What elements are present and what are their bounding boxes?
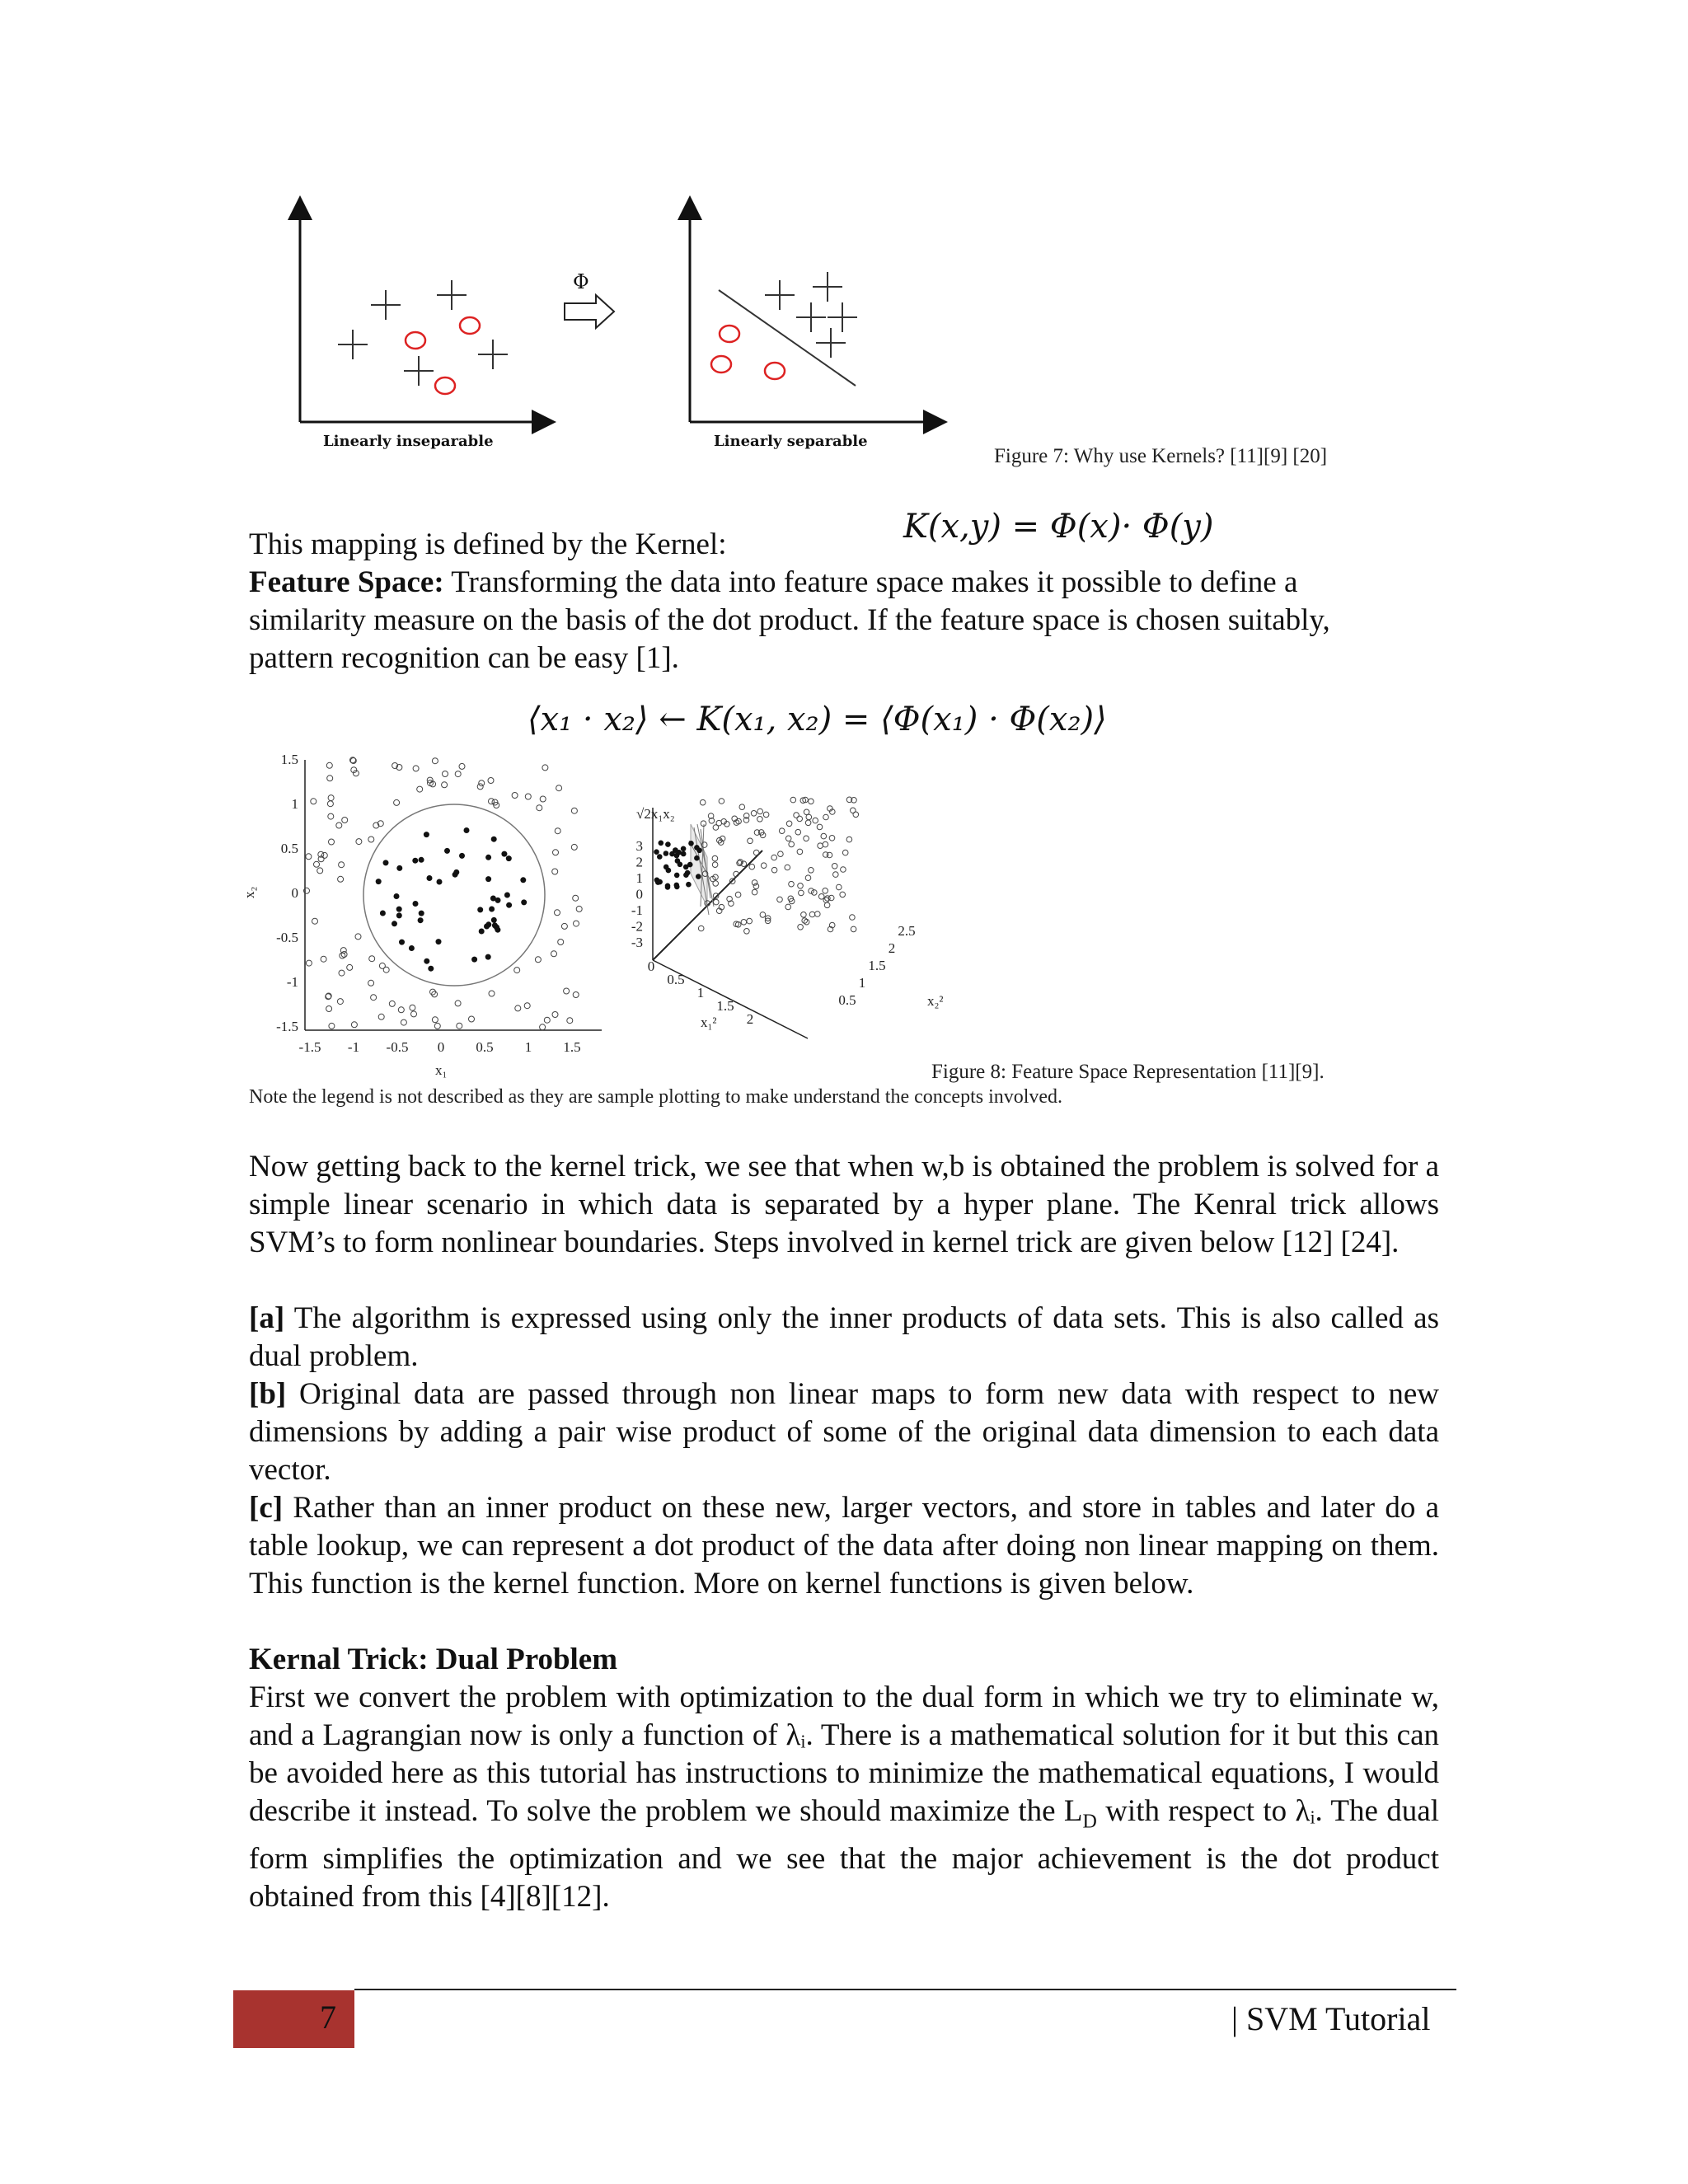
outer-class-point: [716, 820, 722, 826]
outer-class-point: [805, 875, 811, 881]
outer-class-point: [805, 820, 811, 826]
figure-8-caption: Figure 8: Feature Space Representation [11][9].: [931, 1061, 1325, 1083]
left-plot-x-tick: -0.5: [386, 1039, 409, 1055]
outer-class-point: [757, 817, 763, 823]
outer-class-point: [823, 898, 829, 903]
inner-class-point: [419, 857, 424, 863]
right-circle-markers: [711, 326, 785, 379]
kernel-trick-paragraph: Now getting back to the kernel trick, we see that when w,b is obtained the problem is solved for a simple linear scenario in which data is separated by a hyper plane. The Kenral trick allows SVM’s to form nonlinear boundaries. Steps involved in kernel trick are given below [12] [24].: [249, 1150, 1439, 1259]
inner-class-point: [394, 893, 400, 899]
outer-class-point: [488, 778, 494, 784]
inner-class-point: [436, 939, 442, 944]
outer-class-point: [833, 872, 839, 878]
outer-class-point: [753, 850, 759, 855]
outer-class-point: [786, 821, 792, 827]
outer-class-point: [455, 1001, 461, 1006]
outer-class-point: [443, 771, 448, 777]
outer-class-point: [558, 940, 564, 945]
left-plot-x-tick: -1.5: [298, 1039, 321, 1055]
outer-class-point: [771, 855, 777, 860]
outer-class-point: [413, 766, 419, 771]
outer-class-point: [794, 813, 799, 818]
outer-class-point: [823, 888, 828, 894]
inner-class-point: [506, 855, 512, 861]
step-c-label: [c]: [249, 1491, 284, 1525]
feature-space-line-2: similarity measure on the basis of the dot product. If the feature space is chosen suitably,: [249, 603, 1330, 637]
outer-class-point: [842, 850, 848, 855]
outer-class-point: [457, 1023, 462, 1029]
inner-class-point: [657, 854, 663, 860]
inner-class-point: [437, 879, 443, 885]
outer-class-point: [314, 861, 320, 867]
outer-class-point: [394, 799, 400, 805]
inner-class-point: [479, 929, 485, 935]
outer-class-point: [850, 915, 856, 921]
outer-class-point: [832, 864, 837, 869]
inner-class-point: [657, 879, 663, 885]
inner-class-point: [376, 879, 382, 884]
outer-class-point: [379, 963, 385, 968]
inner-class-point: [686, 882, 692, 888]
outer-class-point: [368, 837, 374, 842]
outer-class-point: [763, 812, 769, 818]
inner-class-point: [485, 855, 491, 860]
outer-class-point: [739, 804, 745, 810]
inner-class-point: [418, 917, 424, 923]
outer-class-point: [542, 765, 548, 771]
inner-class-point: [521, 899, 527, 905]
outer-class-point: [512, 793, 518, 799]
outer-class-point: [537, 805, 542, 811]
outer-class-point: [489, 991, 495, 996]
inner-class-point: [674, 884, 680, 890]
outer-class-point: [809, 799, 814, 804]
right-plus-markers: [765, 272, 857, 358]
inner-class-point: [485, 876, 491, 882]
outer-class-point: [752, 889, 757, 895]
linearly-separable-label: Linearly separable: [714, 433, 868, 450]
inner-class-point: [681, 846, 687, 852]
outer-class-point: [469, 1016, 475, 1022]
outer-class-point: [326, 762, 332, 768]
inner-class-point: [663, 865, 669, 870]
decision-circle: [363, 804, 545, 986]
outer-class-point: [761, 863, 767, 869]
outer-class-point: [368, 980, 374, 986]
outer-class-point: [785, 865, 790, 870]
outer-class-point: [815, 912, 821, 917]
inner-class-point: [383, 860, 389, 865]
outer-class-point: [317, 868, 323, 874]
inner-class-point: [504, 893, 510, 898]
inner-class-point: [459, 853, 465, 859]
outer-class-point: [327, 776, 333, 781]
left-plot-x-tick: 1.5: [563, 1039, 581, 1055]
footer-rule: [354, 1989, 1456, 1990]
outer-class-point: [713, 881, 719, 887]
step-c-paragraph: [c] Rather than an inner product on these new, larger vectors, and store in tables and later do a table lookup, we can represent a dot product of the data after doing non linear mapping on them. This function is the kernel function. More on kernel functions is given below.: [249, 1491, 1439, 1601]
kernel-mapping-text: This mapping is defined by the Kernel:: [249, 527, 727, 561]
inner-class-point: [520, 877, 526, 883]
left-plot-x-tick: 0.5: [476, 1039, 494, 1055]
outer-class-point: [760, 912, 766, 918]
outer-class-point: [778, 851, 784, 857]
outer-class-point: [326, 1006, 332, 1012]
outer-class-point: [369, 956, 375, 962]
outer-class-point: [321, 852, 327, 858]
inner-class-point: [424, 832, 429, 837]
right-plot-z-label: √2x₁x₂: [636, 806, 675, 822]
outer-class-point: [777, 897, 783, 902]
outer-class-point: [795, 829, 801, 835]
outer-class-point: [779, 828, 785, 834]
inner-class-point: [380, 911, 386, 916]
outer-class-point: [432, 758, 438, 764]
inner-class-point: [663, 851, 669, 856]
outer-class-point: [553, 850, 559, 855]
kernel-equation: K(x,y) = Φ(x)· Φ(y): [903, 508, 1214, 546]
outer-class-point: [804, 809, 809, 815]
inner-class-point: [413, 901, 419, 907]
inner-class-point: [696, 874, 701, 879]
outer-class-point: [555, 910, 560, 916]
mapping-arrow-icon: [565, 295, 614, 328]
inner-class-point: [419, 911, 424, 916]
inner-class-point: [491, 917, 497, 923]
outer-class-point: [432, 1017, 438, 1023]
outer-class-point: [514, 968, 520, 973]
step-a-paragraph: [a] The algorithm is expressed using only the inner products of data sets. This is also called as dual problem.: [249, 1301, 1439, 1373]
inner-class-point: [494, 925, 499, 930]
page-number: 7: [320, 1999, 336, 2036]
outer-class-point: [489, 799, 495, 804]
outer-class-point: [753, 883, 759, 889]
inner-class-point: [396, 865, 402, 871]
inner-class-point: [409, 945, 415, 951]
outer-class-point: [828, 895, 834, 901]
inner-class-point: [485, 954, 491, 960]
inner-class-point: [485, 921, 491, 927]
outer-class-point: [321, 956, 326, 962]
outer-class-point: [813, 818, 818, 823]
outer-class-point: [378, 1014, 384, 1019]
outer-class-point: [798, 883, 804, 889]
outer-class-point: [785, 836, 791, 841]
outer-class-point: [846, 837, 852, 842]
inner-class-point: [665, 841, 671, 847]
figure-7-diagram: [288, 198, 948, 462]
outer-class-point: [328, 795, 334, 801]
left-plot-y-tick: 0: [291, 885, 298, 901]
right-plot-x-tick: 1.5: [716, 998, 734, 1014]
outer-class-point: [327, 801, 333, 807]
right-plot-z-tick: -3: [631, 935, 643, 950]
right-plot-z-tick: 0: [635, 886, 643, 902]
outer-class-point: [749, 864, 755, 869]
outer-class-point: [821, 833, 827, 839]
outer-class-point: [714, 899, 720, 905]
step-b-paragraph: [b] Original data are passed through non linear maps to form new data with respect to new dimensions by adding a pair wise product of some of the original data dimension to each data vector.: [249, 1377, 1439, 1487]
right-plot-x-tick: 0.5: [667, 972, 685, 987]
outer-class-point: [797, 816, 803, 822]
outer-class-point: [339, 970, 345, 976]
outer-class-point: [540, 796, 546, 802]
right-plot-x-tick: 2: [746, 1011, 754, 1027]
outer-class-point: [809, 868, 814, 874]
right-plot-z-tick: -2: [631, 918, 643, 935]
outer-class-point: [804, 836, 809, 841]
outer-class-point: [841, 867, 846, 873]
outer-class-point: [555, 828, 560, 834]
outer-class-point: [564, 988, 570, 994]
outer-class-point: [338, 876, 344, 882]
left-plot-y-tick: -1: [286, 974, 298, 990]
outer-class-point: [552, 1012, 558, 1018]
right-plot-y-label: x₂²: [927, 993, 944, 1009]
outer-class-point: [712, 862, 718, 868]
left-plot-x-tick: 0: [437, 1039, 445, 1055]
outer-class-point: [827, 852, 832, 858]
outer-class-point: [525, 794, 531, 799]
outer-class-point: [798, 925, 804, 930]
outer-class-point: [576, 906, 582, 912]
step-b-label: [b]: [249, 1377, 287, 1411]
outer-class-point: [544, 1017, 550, 1023]
outer-class-point: [306, 854, 312, 860]
outer-class-point: [797, 849, 803, 855]
outer-class-point: [342, 818, 348, 823]
outer-class-point: [823, 841, 828, 847]
outer-class-point: [417, 786, 423, 792]
outer-class-point: [455, 771, 461, 777]
inner-class-point: [688, 841, 694, 846]
inner-class-point: [694, 845, 700, 851]
outer-class-point: [573, 895, 579, 901]
dual-problem-paragraph: First we convert the problem with optimization to the dual form in which we try to eliminate w, and a Lagrangian now is only a function of λᵢ. There is a mathematical solution for it but this can be avoided here as this tutorial has instructions to minimize the mathematical equations, I would describe it instead. To solve the problem we should maximize the $L_D$ with respect to λᵢ. The dual form simplifies the optimization and we see that the major achievement is the dot product obtained from this [4][8][12].: [249, 1680, 1439, 1915]
outer-class-point: [336, 823, 342, 828]
outer-class-point: [817, 824, 823, 830]
right-plot-y-tick: 1.5: [868, 958, 886, 973]
outer-class-point: [311, 799, 316, 804]
outer-class-point: [757, 808, 763, 814]
outer-class-point: [801, 912, 807, 918]
outer-class-point: [785, 904, 791, 910]
outer-class-point: [741, 920, 747, 926]
outer-class-point: [752, 880, 757, 886]
outer-class-point: [535, 957, 541, 963]
outer-class-point: [698, 926, 704, 931]
outer-class-point: [851, 808, 856, 813]
left-plot-x-tick: -1: [347, 1039, 360, 1055]
outer-class-point: [567, 1018, 573, 1024]
right-plot-y-tick: 0.5: [838, 992, 856, 1008]
inner-class-point: [683, 865, 689, 870]
inner-class-point: [444, 848, 450, 854]
inner-class-point: [665, 884, 671, 890]
outer-class-point: [355, 934, 361, 940]
outer-class-point: [840, 892, 846, 898]
right-plot-z-tick: 1: [635, 870, 643, 886]
outer-class-point: [337, 999, 343, 1005]
outer-class-point: [735, 892, 741, 898]
inner-class-point: [396, 907, 402, 912]
outer-class-point: [389, 1001, 395, 1006]
right-plot-x-tick: 1: [696, 985, 705, 1001]
phi-symbol: Φ: [573, 270, 589, 293]
outer-class-point: [351, 1022, 357, 1028]
outer-class-point: [398, 1007, 404, 1013]
outer-class-point: [540, 1024, 546, 1030]
figure-8-note: Note the legend is not described as they are sample plotting to make understand the concepts involved.: [249, 1086, 1063, 1108]
outer-class-point: [410, 1005, 415, 1010]
right-plot-y-tick: 2: [888, 940, 896, 956]
outer-class-point: [551, 951, 557, 957]
separating-hyperplane: [689, 824, 714, 915]
inner-class-point: [683, 872, 689, 878]
inner-class-point: [490, 896, 496, 902]
outer-class-point: [329, 1023, 335, 1029]
inner-class-point: [654, 849, 659, 855]
outer-class-point: [477, 784, 483, 790]
right-plot-z-tick: -1: [631, 902, 643, 918]
outer-class-point: [329, 839, 335, 845]
outer-class-point: [306, 960, 312, 966]
outer-class-point: [479, 780, 485, 786]
outer-class-point: [312, 918, 318, 924]
outer-class-point: [552, 869, 558, 874]
left-plot-y-tick: 1.5: [280, 752, 298, 767]
outer-class-point: [818, 894, 824, 900]
outer-class-point: [573, 992, 579, 998]
outer-class-point: [371, 995, 377, 1001]
right-plot-x-tick: 0: [647, 958, 655, 974]
inner-class-point: [399, 940, 405, 945]
outer-class-point: [340, 948, 346, 954]
outer-class-point: [851, 926, 856, 932]
inner-class-point: [659, 841, 664, 846]
outer-class-point: [459, 763, 465, 769]
outer-class-point: [744, 929, 750, 935]
inner-class-point: [396, 912, 402, 918]
outer-class-point: [719, 799, 724, 804]
outer-class-point: [442, 782, 448, 788]
inner-class-point: [694, 855, 700, 861]
outer-class-point: [818, 843, 823, 849]
outer-class-point: [771, 867, 777, 873]
step-a-label: [a]: [249, 1301, 285, 1335]
linearly-inseparable-label: Linearly inseparable: [323, 433, 494, 450]
right-plot-x-label: x₁²: [701, 1015, 717, 1030]
outer-class-point: [574, 921, 579, 926]
figure-7-caption: Figure 7: Why use Kernels? [11][9] [20]: [994, 445, 1328, 467]
inner-class-point: [501, 851, 507, 857]
left-plot-y-tick: -1.5: [276, 1019, 298, 1034]
outer-class-point: [328, 813, 334, 819]
outer-class-point: [789, 881, 795, 887]
outer-class-point: [747, 918, 753, 924]
left-plot-x-tick: 1: [524, 1039, 532, 1055]
left-plus-markers: [338, 280, 508, 386]
outer-class-point: [837, 884, 842, 890]
left-plot-y-label: x₂: [241, 886, 257, 898]
inner-class-point: [471, 957, 477, 963]
outer-class-point: [411, 1011, 417, 1017]
inner-class-point: [678, 862, 683, 868]
inner-class-point: [428, 966, 434, 972]
outer-class-point: [339, 862, 345, 868]
inner-class-point: [477, 907, 483, 912]
right-plot-z-tick: 2: [635, 854, 643, 870]
left-plot-y-tick: -0.5: [276, 930, 298, 945]
inner-class-point: [676, 850, 682, 855]
footer-title: | SVM Tutorial: [1231, 2000, 1431, 2037]
outer-class-point: [401, 1019, 406, 1025]
outer-class-point: [356, 839, 362, 845]
inner-class-point: [412, 858, 418, 864]
inner-class-point: [392, 921, 397, 926]
outer-class-point: [347, 964, 353, 970]
inner-class-point: [427, 875, 433, 881]
outer-class-point: [790, 797, 796, 803]
figure-8-left-plot: [241, 742, 602, 1088]
right-plot-z-tick: 3: [635, 838, 643, 854]
outer-class-point: [809, 912, 815, 917]
left-circle-markers: [406, 317, 480, 394]
outer-class-point: [824, 902, 830, 908]
left-plot-y-tick: 0.5: [280, 841, 298, 856]
feature-space-equation: ⟨x₁ · x₂⟩ ← K(x₁, x₂) = ⟨Φ(x₁) · Φ(x₂)⟩: [528, 701, 1107, 738]
inner-class-point: [491, 837, 497, 842]
outer-class-point: [748, 838, 753, 844]
inner-class-point: [464, 827, 470, 833]
outer-class-point: [789, 841, 795, 847]
outer-class-point: [515, 1005, 521, 1011]
left-plot-y-tick: 1: [291, 796, 298, 812]
right-plot-y-tick: 2.5: [898, 923, 916, 939]
outer-class-point: [829, 836, 835, 841]
outer-class-point: [561, 923, 567, 929]
outer-class-point: [571, 844, 577, 850]
outer-class-point: [571, 808, 577, 813]
outer-class-point: [341, 952, 347, 958]
feature-space-line-3: pattern recognition can be easy [1].: [249, 641, 679, 675]
dual-problem-heading: Kernal Trick: Dual Problem: [249, 1643, 618, 1676]
inner-class-point: [489, 907, 495, 912]
outer-class-point: [556, 785, 562, 791]
outer-class-point: [751, 811, 757, 817]
feature-space-line-1: Feature Space: Transforming the data into feature space makes it possible to define a: [249, 565, 1298, 599]
feature-space-heading: Feature Space:: [249, 565, 444, 599]
outer-class-point: [700, 799, 706, 805]
outer-class-point: [712, 855, 718, 861]
right-plot-y-tick: 1: [858, 975, 866, 991]
inner-class-point: [506, 902, 512, 908]
outer-class-point: [823, 814, 829, 820]
figure-8-right-plot: [618, 791, 964, 1055]
outer-class-point: [434, 1023, 440, 1029]
outer-class-point: [799, 890, 804, 896]
inner-class-point: [424, 958, 429, 964]
outer-class-point: [524, 1003, 530, 1009]
outer-class-point: [806, 814, 812, 820]
inner-class-point: [674, 873, 680, 879]
left-plot-x-label: x₁: [435, 1062, 448, 1078]
inner-class-point: [453, 869, 459, 875]
